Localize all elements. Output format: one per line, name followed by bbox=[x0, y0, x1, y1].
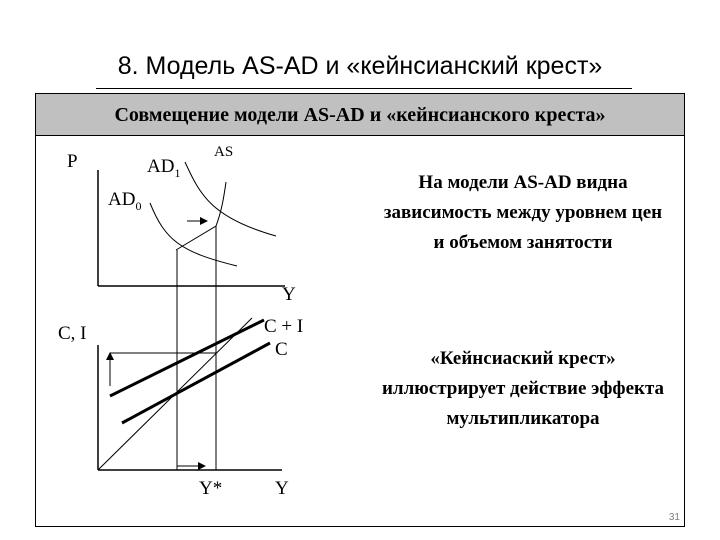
y-axis-label-top: Y bbox=[282, 284, 296, 305]
bottom-graph bbox=[58, 316, 303, 499]
ad0-label: $AD_0$ bbox=[108, 189, 142, 213]
c-plus-i-label: C + I bbox=[264, 316, 304, 337]
panel-header: Совмещение модели AS-AD и «кейнсианского креста» bbox=[36, 94, 684, 136]
y-star-label: Y* bbox=[199, 478, 223, 499]
ad0-curve bbox=[150, 203, 237, 266]
note-as-ad: На модели AS-AD видна зависимость между уровнем цен и объемом занятости bbox=[383, 172, 663, 253]
page-number: 31 bbox=[668, 512, 680, 523]
y-axis-label-bottom: Y bbox=[275, 478, 289, 499]
as-label: AS bbox=[214, 144, 234, 160]
top-graph bbox=[67, 144, 296, 305]
slide-title: 8. Модель AS-AD и «кейнсианский крест» bbox=[117, 52, 603, 80]
ad1-label: $AD_1$ bbox=[147, 156, 181, 180]
ad1-curve bbox=[185, 162, 276, 236]
c-label: C bbox=[275, 339, 288, 360]
ci-axis-label: C, I bbox=[58, 323, 87, 344]
p-axis-label: P bbox=[67, 151, 78, 172]
note-keynesian-cross: «Кейнсиаский крест» иллюстрирует действие эффекта мультипликатора bbox=[381, 348, 665, 429]
